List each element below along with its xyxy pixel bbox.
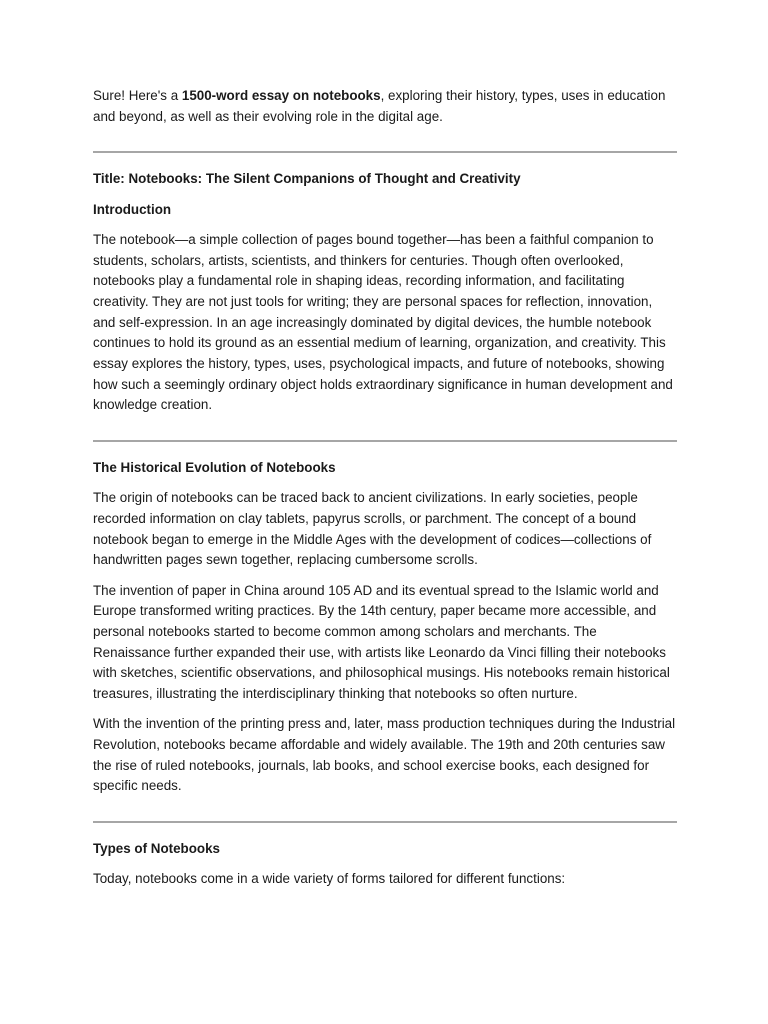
section-heading-introduction: Introduction (93, 201, 172, 217)
types-paragraph: Today, notebooks come in a wide variety of forms tailored for different functions: (93, 871, 566, 887)
document-page (93, 86, 677, 900)
intro-suffix: , exploring their history, types, uses in education and beyond, as well as their evolving role in the digital age. (93, 88, 666, 124)
introduction-paragraph: The notebook—a simple collection of pages bound together—has been a faithful companion to students, scholars, artists, scientists, and thinkers for centuries. Though often overlooked, notebooks play a fundamental role in shaping ideas, recording information, and facilitating creativity. They are not just tools for writing; they are personal spaces for reflection, innovation, and self-expression. In an age increasingly dominated by digital devices, the humble notebook continues to hold its ground as an essential medium of learning, organization, and creativity. This essay explores the history, types, uses, psychological impacts, and future of notebooks, showing how such a seemingly ordinary object holds extraordinary significance in human development and knowledge creation. (93, 231, 673, 413)
history-paragraph: The origin of notebooks can be traced back to ancient civilizations. In early societies, people recorded information on clay tablets, papyrus scrolls, or parchment. The concept of a bound notebook began to emerge in the Middle Ages with the development of codices—collections of handwritten pages sewn together, replacing cumbersome scrolls. (93, 490, 652, 568)
intro-paragraph (93, 86, 677, 127)
section-heading-history: The Historical Evolution of Notebooks (93, 460, 336, 476)
divider (93, 440, 677, 442)
divider (93, 151, 677, 153)
divider (93, 821, 677, 823)
document-title: Title: Notebooks: The Silent Companions of Thought and Creativity (93, 171, 521, 187)
intro-prefix: Sure! Here's a (93, 88, 182, 103)
history-paragraph: The invention of paper in China around 105 AD and its eventual spread to the Islamic world and Europe transformed writing practices. By the 14th century, paper became more accessible, and personal notebooks started to become common among scholars and merchants. The Renaissance further expanded their use, with artists like Leonardo da Vinci filling their notebooks with sketches, scientific observations, and philosophical musings. His notebooks remain historical treasures, illustrating the interdisciplinary thinking that notebooks so often nurture. (93, 582, 670, 702)
section-heading-types: Types of Notebooks (93, 841, 220, 857)
intro-bold: 1500-word essay on notebooks (181, 88, 381, 103)
history-paragraph: With the invention of the printing press and, later, mass production techniques during the Industrial Revolution, notebooks became affordable and widely available. The 19th and 20th centuries saw the rise of ruled notebooks, journals, lab books, and school exercise books, each designed for specific needs. (93, 716, 676, 794)
